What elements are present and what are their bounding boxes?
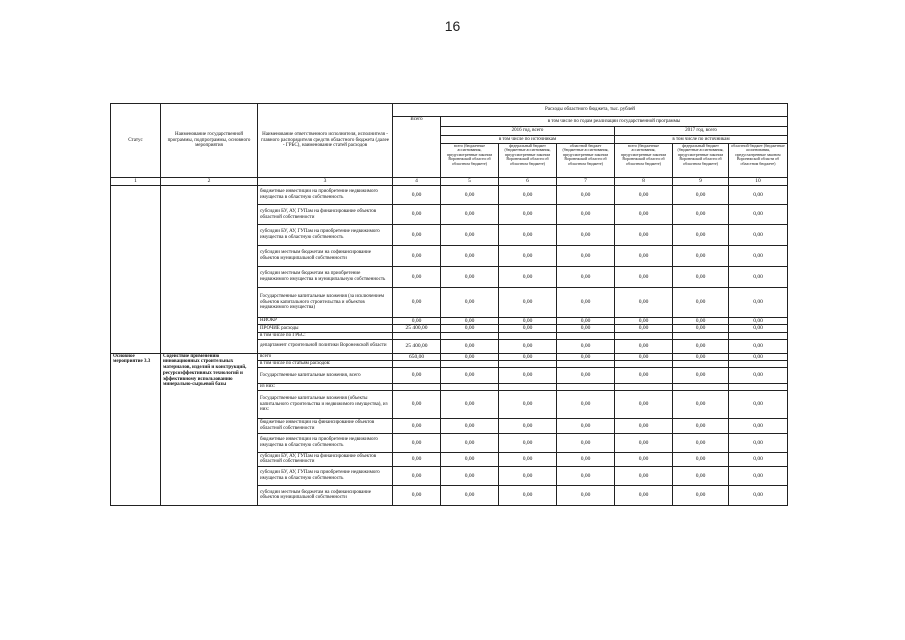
value-cell: 0,00 <box>615 485 673 505</box>
value-cell: 0,00 <box>499 390 557 418</box>
value-cell: 0,00 <box>615 353 673 360</box>
value-cell: 0,00 <box>557 205 615 225</box>
header-src-d: всего (бюджетные ассигнования, предусмотренные законом Воронежской области об областном бюджете) <box>615 144 673 178</box>
value-cell <box>499 332 557 339</box>
value-cell: 0,00 <box>615 433 673 452</box>
expense-item-label: бюджетные инвестиции на приобретение недвижимого имущества в областную собственность <box>258 186 393 205</box>
header-program-name: Наименование государственной программы, подпрограммы, основного мероприятия <box>161 104 258 178</box>
value-cell: 0,00 <box>729 353 788 360</box>
table-row <box>111 353 788 360</box>
expense-item-label: субсидии местным бюджетам на приобретение недвижимого имущества в муниципальную собственность <box>258 267 393 288</box>
column-number: 2 <box>161 178 258 186</box>
value-cell <box>557 383 615 390</box>
value-cell: 0,00 <box>557 325 615 332</box>
value-cell: 0,00 <box>615 288 673 318</box>
value-cell: 0,00 <box>615 267 673 288</box>
value-cell: 0,00 <box>615 339 673 353</box>
value-cell: 0,00 <box>393 485 441 505</box>
value-cell: 0,00 <box>615 225 673 246</box>
value-cell <box>673 332 729 339</box>
program-name-cell: Содействие применению инновационных строительных материалов, изделий и конструкций, ресурсоэффективных технологий и эффективному использованию минерально-сырьевой базы <box>161 353 258 505</box>
value-cell: 0,00 <box>673 325 729 332</box>
value-cell: 0,00 <box>729 267 788 288</box>
value-cell: 0,00 <box>499 485 557 505</box>
value-cell: 0,00 <box>557 418 615 433</box>
value-cell: 0,00 <box>393 246 441 267</box>
value-cell: 0,00 <box>615 390 673 418</box>
value-cell: 0,00 <box>615 452 673 466</box>
column-number: 9 <box>673 178 729 186</box>
value-cell: 0,00 <box>729 433 788 452</box>
value-cell: 0,00 <box>557 318 615 325</box>
expense-item-label: в том числе по статьям расходов: <box>258 360 393 367</box>
value-cell: 0,00 <box>673 466 729 485</box>
value-cell: 0,00 <box>393 390 441 418</box>
value-cell: 0,00 <box>673 452 729 466</box>
value-cell <box>673 360 729 367</box>
value-cell: 25 400,00 <box>393 339 441 353</box>
expense-item-label: бюджетные инвестиции на финансирование объектов областной собственности <box>258 418 393 433</box>
column-number: 6 <box>499 178 557 186</box>
column-number: 10 <box>729 178 788 186</box>
value-cell <box>673 383 729 390</box>
value-cell: 0,00 <box>557 246 615 267</box>
header-total: Всего <box>393 117 441 178</box>
value-cell: 0,00 <box>441 452 499 466</box>
header-sources-2017: в том числе по источникам <box>615 136 788 144</box>
value-cell: 0,00 <box>673 267 729 288</box>
value-cell: 0,00 <box>673 318 729 325</box>
value-cell: 0,00 <box>615 325 673 332</box>
value-cell: 0,00 <box>729 485 788 505</box>
value-cell: 0,00 <box>441 485 499 505</box>
value-cell: 0,00 <box>673 288 729 318</box>
value-cell: 0,00 <box>499 318 557 325</box>
value-cell <box>393 383 441 390</box>
expense-item-label: Государственные капитальные вложения (объекты капитального строительства и недвижимого имущества), из них: <box>258 390 393 418</box>
status-cell <box>111 186 161 354</box>
header-year-2017: 2017 год, всего <box>615 127 788 136</box>
value-cell: 0,00 <box>441 418 499 433</box>
value-cell: 0,00 <box>557 186 615 205</box>
value-cell: 0,00 <box>393 466 441 485</box>
value-cell: 0,00 <box>557 339 615 353</box>
value-cell <box>441 360 499 367</box>
value-cell: 0,00 <box>393 225 441 246</box>
expense-item-label: субсидии местным бюджетам на софинансирование объектов муниципальной собственности <box>258 485 393 505</box>
value-cell: 0,00 <box>393 433 441 452</box>
value-cell: 0,00 <box>499 339 557 353</box>
column-number: 1 <box>111 178 161 186</box>
value-cell: 0,00 <box>441 318 499 325</box>
value-cell <box>499 383 557 390</box>
column-number: 7 <box>557 178 615 186</box>
value-cell <box>615 332 673 339</box>
value-cell: 0,00 <box>673 418 729 433</box>
value-cell <box>615 360 673 367</box>
value-cell: 0,00 <box>673 225 729 246</box>
value-cell: 0,00 <box>615 318 673 325</box>
program-name-cell <box>161 186 258 354</box>
header-sources-2016: в том числе по источникам <box>441 136 615 144</box>
column-number: 4 <box>393 178 441 186</box>
expense-item-label: всего <box>258 353 393 360</box>
header-src-f: областной бюджет (бюджетные ассигнования, предусмотренные законом Воронежской области об областном бюджете) <box>729 144 788 178</box>
value-cell: 0,00 <box>557 390 615 418</box>
value-cell: 0,00 <box>441 367 499 383</box>
value-cell: 0,00 <box>499 205 557 225</box>
expense-item-label: Государственные капитальные вложения (за исключением объектов капитального строительства и объектов недвижимого имущества) <box>258 288 393 318</box>
value-cell: 0,00 <box>499 466 557 485</box>
value-cell: 0,00 <box>557 225 615 246</box>
value-cell: 0,00 <box>729 246 788 267</box>
budget-table <box>110 103 788 506</box>
value-cell: 0,00 <box>441 205 499 225</box>
value-cell: 0,00 <box>673 485 729 505</box>
value-cell: 0,00 <box>557 452 615 466</box>
value-cell: 0,00 <box>557 267 615 288</box>
value-cell: 0,00 <box>393 452 441 466</box>
value-cell: 0,00 <box>441 390 499 418</box>
header-src-e: федеральный бюджет (бюджетные ассигнования, предусмотренные законом Воронежской области об областном бюджете) <box>673 144 729 178</box>
value-cell: 0,00 <box>729 325 788 332</box>
status-cell: Основное мероприятие 3.3 <box>111 353 161 505</box>
value-cell: 0,00 <box>557 367 615 383</box>
value-cell: 0,00 <box>393 318 441 325</box>
value-cell: 0,00 <box>393 186 441 205</box>
value-cell <box>557 360 615 367</box>
value-cell: 0,00 <box>673 353 729 360</box>
value-cell: 0,00 <box>557 485 615 505</box>
value-cell: 0,00 <box>499 288 557 318</box>
value-cell: 0,00 <box>729 418 788 433</box>
value-cell: 0,00 <box>557 288 615 318</box>
expense-item-label: субсидии БУ, АУ, ГУПам на финансирование объектов областной собственности <box>258 452 393 466</box>
value-cell: 0,00 <box>615 186 673 205</box>
header-src-a: всего (бюджетные ассигнования, предусмотренные законом Воронежской области об областном бюджете) <box>441 144 499 178</box>
value-cell: 0,00 <box>441 246 499 267</box>
expense-item-label: субсидии БУ, АУ, ГУПам на финансирование объектов областной собственности <box>258 205 393 225</box>
value-cell: 0,00 <box>393 267 441 288</box>
value-cell: 0,00 <box>673 433 729 452</box>
value-cell <box>393 360 441 367</box>
value-cell: 0,00 <box>615 205 673 225</box>
value-cell: 0,00 <box>729 225 788 246</box>
value-cell: 0,00 <box>499 418 557 433</box>
value-cell: 0,00 <box>393 288 441 318</box>
value-cell <box>557 332 615 339</box>
expense-item-label: департамент строительной политики Воронежской области <box>258 339 393 353</box>
value-cell: 0,00 <box>673 205 729 225</box>
value-cell: 0,00 <box>393 367 441 383</box>
value-cell: 0,00 <box>673 246 729 267</box>
value-cell: 0,00 <box>615 466 673 485</box>
expense-item-label: Государственные капитальные вложения, всего <box>258 367 393 383</box>
header-status: Статус <box>111 104 161 178</box>
value-cell: 0,00 <box>499 225 557 246</box>
column-number: 5 <box>441 178 499 186</box>
expense-item-label: субсидии БУ, АУ, ГУПам на приобретение недвижимого имущества в областную собственность <box>258 225 393 246</box>
value-cell <box>729 360 788 367</box>
value-cell: 0,00 <box>729 339 788 353</box>
value-cell: 0,00 <box>441 466 499 485</box>
value-cell: 0,00 <box>441 186 499 205</box>
value-cell: 0,00 <box>499 367 557 383</box>
value-cell: 0,00 <box>441 325 499 332</box>
header-src-b: федеральный бюджет (бюджетные ассигнования, предусмотренные законом Воронежской области об областном бюджете) <box>499 144 557 178</box>
value-cell: 0,00 <box>673 339 729 353</box>
value-cell: 25 400,00 <box>393 325 441 332</box>
value-cell: 0,00 <box>393 418 441 433</box>
value-cell: 0,00 <box>441 433 499 452</box>
value-cell: 0,00 <box>441 267 499 288</box>
column-number: 3 <box>258 178 393 186</box>
value-cell: 0,00 <box>673 390 729 418</box>
value-cell: 0,00 <box>557 466 615 485</box>
value-cell: 0,00 <box>441 339 499 353</box>
value-cell: 0,00 <box>441 288 499 318</box>
value-cell <box>441 383 499 390</box>
value-cell <box>729 383 788 390</box>
value-cell <box>441 332 499 339</box>
value-cell: 650,00 <box>393 353 441 360</box>
value-cell: 0,00 <box>499 246 557 267</box>
value-cell: 0,00 <box>499 433 557 452</box>
value-cell: 0,00 <box>441 225 499 246</box>
expense-item-label: в том числе по ГРБС: <box>258 332 393 339</box>
table-row <box>111 186 788 205</box>
page-number: 16 <box>444 18 461 34</box>
header-src-c: областной бюджет (бюджетные ассигнования, предусмотренные законом Воронежской области об областном бюджете) <box>557 144 615 178</box>
value-cell: 0,00 <box>499 353 557 360</box>
value-cell: 0,00 <box>729 186 788 205</box>
value-cell <box>499 360 557 367</box>
value-cell: 0,00 <box>729 318 788 325</box>
value-cell: 0,00 <box>615 246 673 267</box>
value-cell: 0,00 <box>729 288 788 318</box>
value-cell: 0,00 <box>393 205 441 225</box>
value-cell: 0,00 <box>729 390 788 418</box>
value-cell: 0,00 <box>673 186 729 205</box>
value-cell: 0,00 <box>673 367 729 383</box>
value-cell: 0,00 <box>729 452 788 466</box>
header-by-years: в том числе по годам реализации государственной программы <box>441 117 788 127</box>
header-executor: Наименование ответственного исполнителя, исполнителя - главного распорядителя средств областного бюджета (далее - ГРБС), наименование статей расходов <box>258 104 393 178</box>
expense-item-label: бюджетные инвестиции на приобретение недвижимого имущества в областную собственность <box>258 433 393 452</box>
value-cell: 0,00 <box>499 186 557 205</box>
value-cell: 0,00 <box>499 267 557 288</box>
value-cell: 0,00 <box>557 433 615 452</box>
value-cell <box>393 332 441 339</box>
expense-item-label: из них: <box>258 383 393 390</box>
header-expenses: Расходы областного бюджета, тыс. рублей <box>393 104 788 117</box>
value-cell: 0,00 <box>557 353 615 360</box>
value-cell <box>729 332 788 339</box>
column-number: 8 <box>615 178 673 186</box>
value-cell: 0,00 <box>729 205 788 225</box>
value-cell: 0,00 <box>729 466 788 485</box>
expense-item-label: субсидии местным бюджетам на софинансирование объектов муниципальной собственности <box>258 246 393 267</box>
value-cell: 0,00 <box>441 353 499 360</box>
value-cell: 0,00 <box>615 367 673 383</box>
expense-item-label: субсидии БУ, АУ, ГУПам на приобретение недвижимого имущества в областную собственность <box>258 466 393 485</box>
value-cell: 0,00 <box>499 325 557 332</box>
value-cell: 0,00 <box>615 418 673 433</box>
value-cell: 0,00 <box>729 367 788 383</box>
expense-item-label: НИОКР <box>258 318 393 325</box>
value-cell: 0,00 <box>499 452 557 466</box>
value-cell <box>615 383 673 390</box>
expense-item-label: ПРОЧИЕ расходы <box>258 325 393 332</box>
header-year-2016: 2016 год, всего <box>441 127 615 136</box>
